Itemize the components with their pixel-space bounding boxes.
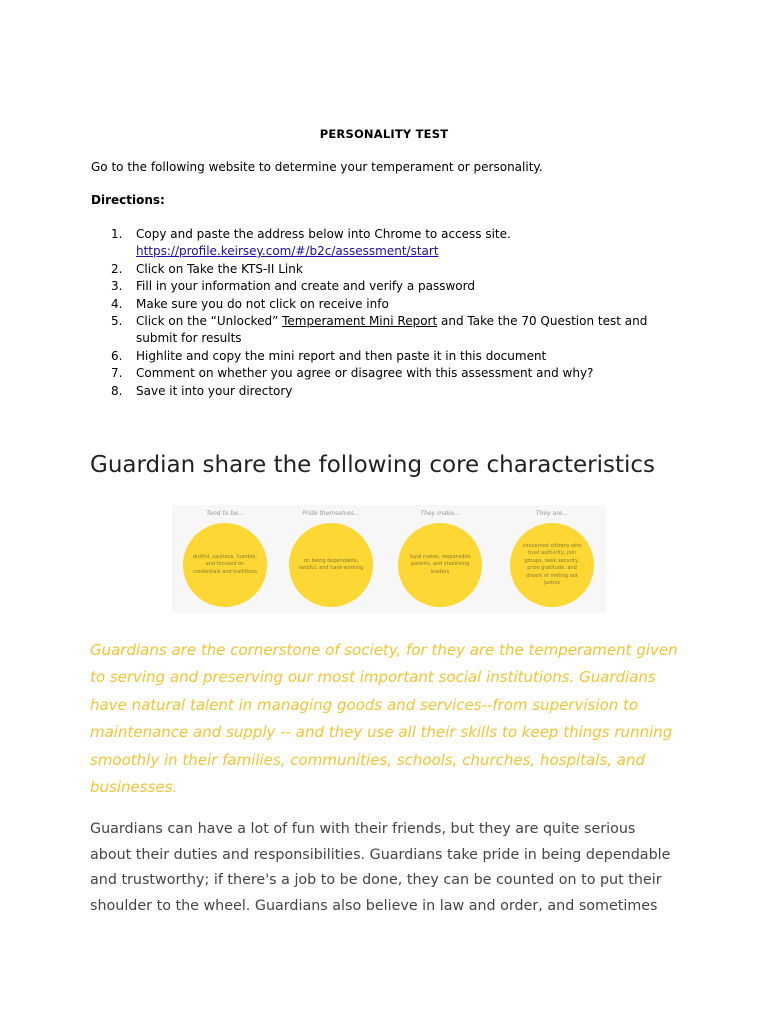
yellow-circle	[398, 523, 482, 607]
list-item	[91, 261, 671, 278]
column-label: They make...	[420, 510, 460, 517]
infographic-column	[281, 505, 381, 613]
column-label: They are...	[535, 510, 569, 517]
step-number: 2.	[111, 261, 123, 276]
list-item	[91, 365, 671, 382]
list-item	[91, 313, 671, 348]
characteristics-infographic	[172, 505, 606, 613]
mini-report-text: Temperament Mini Report	[282, 314, 438, 329]
step-text: Comment on whether you agree or disagree with this assessment and why?	[136, 366, 594, 381]
yellow-circle	[510, 523, 594, 607]
column-label: Tend to be...	[206, 510, 244, 517]
step-number: 5.	[111, 314, 123, 329]
step-text: Highlite and copy the mini report and then paste it in this document	[136, 348, 547, 363]
list-item	[91, 278, 671, 295]
yellow-circle	[183, 523, 267, 607]
step-number: 4.	[111, 296, 123, 311]
circle-text: loyal mates, responsible parents, and stabilizing leaders	[409, 553, 471, 575]
step-number: 3.	[111, 279, 123, 294]
step-text: Save it into your directory	[136, 383, 293, 398]
step-number: 1.	[111, 227, 123, 241]
section-heading: Guardian share the following core characteristics	[90, 452, 656, 478]
step-text: Click on the “Unlocked”	[136, 314, 283, 329]
infographic-column	[175, 505, 275, 613]
circle-text: dutiful, cautious, humble, and focused on credentials and traditions	[192, 553, 257, 575]
circle-text: on being dependable, helpful, and hard-working	[298, 557, 364, 571]
step-text: Click on Take the KTS-II Link	[136, 261, 303, 276]
directions-list	[91, 226, 671, 400]
circle-text: concerned citizens who trust authority, join groups, seek security, prize gratitude, and dream of meting out justice	[522, 542, 582, 586]
column-label: Pride themselves...	[302, 510, 360, 517]
infographic-column	[390, 505, 490, 613]
guardian-quote: Guardians are the cornerstone of society, for they are the temperament given to serving and preserving our most important social institutions. Guardians have natural talent in managing goods and services--from supervision to maintenance and supply -- and they use all their skills to keep things running smoothly in their families, communities, schools, churches, hospitals, and businesses.	[90, 641, 678, 797]
directions-label: Directions:	[91, 193, 165, 207]
step-text: Copy and paste the address below into Chrome to access site.	[136, 227, 511, 241]
document-title: PERSONALITY TEST	[319, 127, 449, 141]
infographic-column	[502, 505, 602, 613]
step-number: 6.	[111, 348, 123, 363]
step-number: 8.	[111, 383, 123, 398]
intro-text: Go to the following website to determine your temperament or personality.	[91, 160, 543, 174]
keirsey-link[interactable]: https://profile.keirsey.com/#/b2c/assessment/start	[136, 244, 439, 259]
body-paragraph: Guardians can have a lot of fun with their friends, but they are quite serious about their duties and responsibilities. Guardians take pride in being dependable and trustworthy; if there's a job to be done, they can be counted on to put their shoulder to the wheel. Guardians also believe in law and order, and sometimes	[90, 821, 671, 914]
yellow-circle	[289, 523, 373, 607]
step-text: Fill in your information and create and verify a password	[136, 279, 475, 294]
step-text: and Take the 70 Question test and submit for results	[136, 314, 648, 346]
list-item	[91, 383, 671, 400]
list-item	[91, 226, 671, 261]
step-number: 7.	[111, 366, 123, 381]
step-text: Make sure you do not click on receive info	[136, 296, 389, 311]
list-item	[91, 348, 671, 365]
list-item	[91, 296, 671, 313]
